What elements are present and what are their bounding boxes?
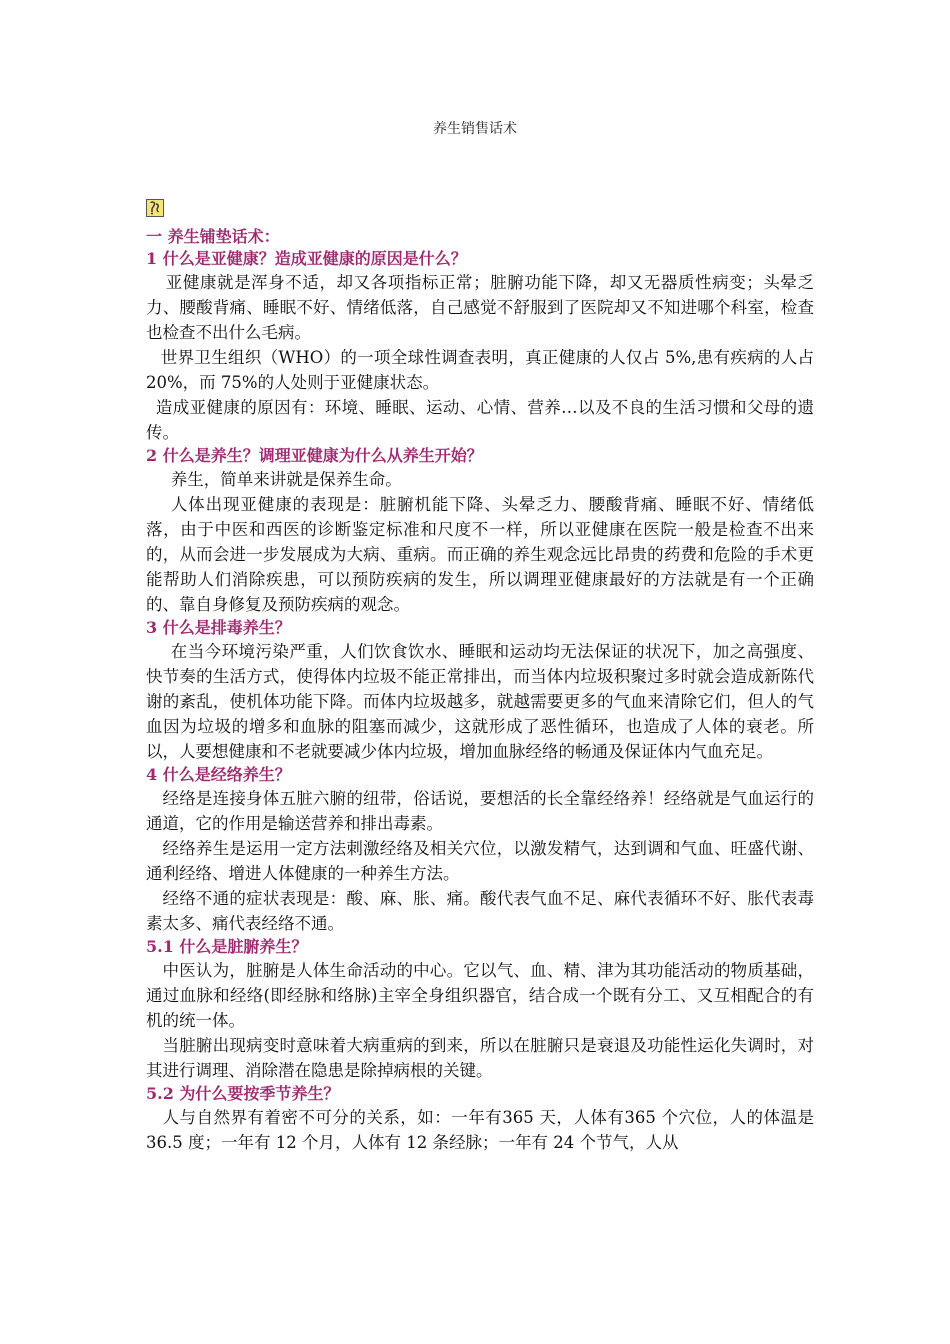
body-paragraph: 经络是连接身体五脏六腑的纽带，俗话说，要想活的长全靠经络养！经络就是气血运行的通道，它的作用是输送营养和排出毒素。 [146, 789, 814, 833]
body-paragraph: 经络不通的症状表现是：酸、麻、胀、痛。酸代表气血不足、麻代表循环不好、胀代表毒素太多、痛代表经络不通。 [146, 889, 814, 933]
section-heading: 5.1 什么是脏腑养生？ [146, 937, 308, 956]
section-heading: 一 养生铺垫话术： [146, 227, 280, 246]
body-paragraph: 造成亚健康的原因有：环境、睡眠、运动、心情、营养…以及不良的生活习惯和父母的遗传。 [146, 398, 814, 442]
section-heading: 1 什么是亚健康？造成亚健康的原因是什么？ [146, 249, 467, 268]
body-paragraph: 人与自然界有着密不可分的关系，如：一年有365 天，人体有365 个穴位，人的体温是 36.5 度；一年有 12 个月，人体有 12 条经脉；一年有 24 个节气，人从 [146, 1108, 814, 1152]
section-heading: 3 什么是排毒养生？ [146, 618, 291, 637]
section-heading: 4 什么是经络养生？ [146, 765, 291, 784]
body-paragraph: 世界卫生组织（WHO）的一项全球性调查表明，真正健康的人仅占 5%,患有疾病的人占 20%，而 75%的人处则于亚健康状态。 [146, 348, 814, 392]
page-header-title: 养生销售话术 [433, 121, 517, 137]
body-paragraph: 人体出现亚健康的表现是：脏腑机能下降、头晕乏力、腰酸背痛、睡眠不好、情绪低落，由于中医和西医的诊断鉴定标准和尺度不一样，所以亚健康在医院一般是检查不出来的，从而会进一步发展成为大病、重病。而正确的养生观念远比昂贵的药费和危险的手术更能帮助人们消除疾患，可以预防疾病的发生，所以调理亚健康最好的方法就是有一个正确的、靠自身修复及预防疾病的观念。 [146, 495, 814, 614]
section-heading: 2 什么是养生？调理亚健康为什么从养生开始？ [146, 446, 483, 465]
body-paragraph: 当脏腑出现病变时意味着大病重病的到来，所以在脏腑只是衰退及功能性运化失调时，对其进行调理、消除潜在隐患是除掉病根的关键。 [146, 1036, 814, 1080]
body-paragraph: 亚健康就是浑身不适，却又各项指标正常；脏腑功能下降，却又无器质性病变；头晕乏力、腰酸背痛、睡眠不好、情绪低落，自己感觉不舒服到了医院却又不知进哪个科室，检查也检查不出什么毛病。 [146, 273, 814, 342]
body-paragraph: 中医认为，脏腑是人体生命活动的中心。它以气、血、精、津为其功能活动的物质基础，通过血脉和经络(即经脉和络脉)主宰全身组织器官，结合成一个既有分工、又互相配合的有机的统一体。 [146, 961, 814, 1030]
body-paragraph: 在当今环境污染严重，人们饮食饮水、睡眠和运动均无法保证的状况下，加之高强度、快节奏的生活方式，使得体内垃圾不能正常排出，而当体内垃圾积聚过多时就会造成新陈代谢的紊乱，使机体功能下降。而体内垃圾越多，就越需要更多的气血来清除它们，但人的气血因为垃圾的增多和血脉的阻塞而减少，这就形成了恶性循环，也造成了人体的衰老。所以，人要想健康和不老就要减少体内垃圾，增加血脉经络的畅通及保证体内气血充足。 [146, 642, 814, 761]
document-icon-graphic [147, 200, 163, 216]
document-body [146, 226, 814, 1155]
body-paragraph: 养生，简单来讲就是保养生命。 [170, 470, 402, 489]
section-heading: 5.2 为什么要按季节养生？ [146, 1084, 340, 1103]
body-paragraph: 经络养生是运用一定方法刺激经络及相关穴位，以激发精气，达到调和气血、旺盛代谢、通利经络、增进人体健康的一种养生方法。 [146, 839, 814, 883]
document-icon [146, 199, 164, 217]
